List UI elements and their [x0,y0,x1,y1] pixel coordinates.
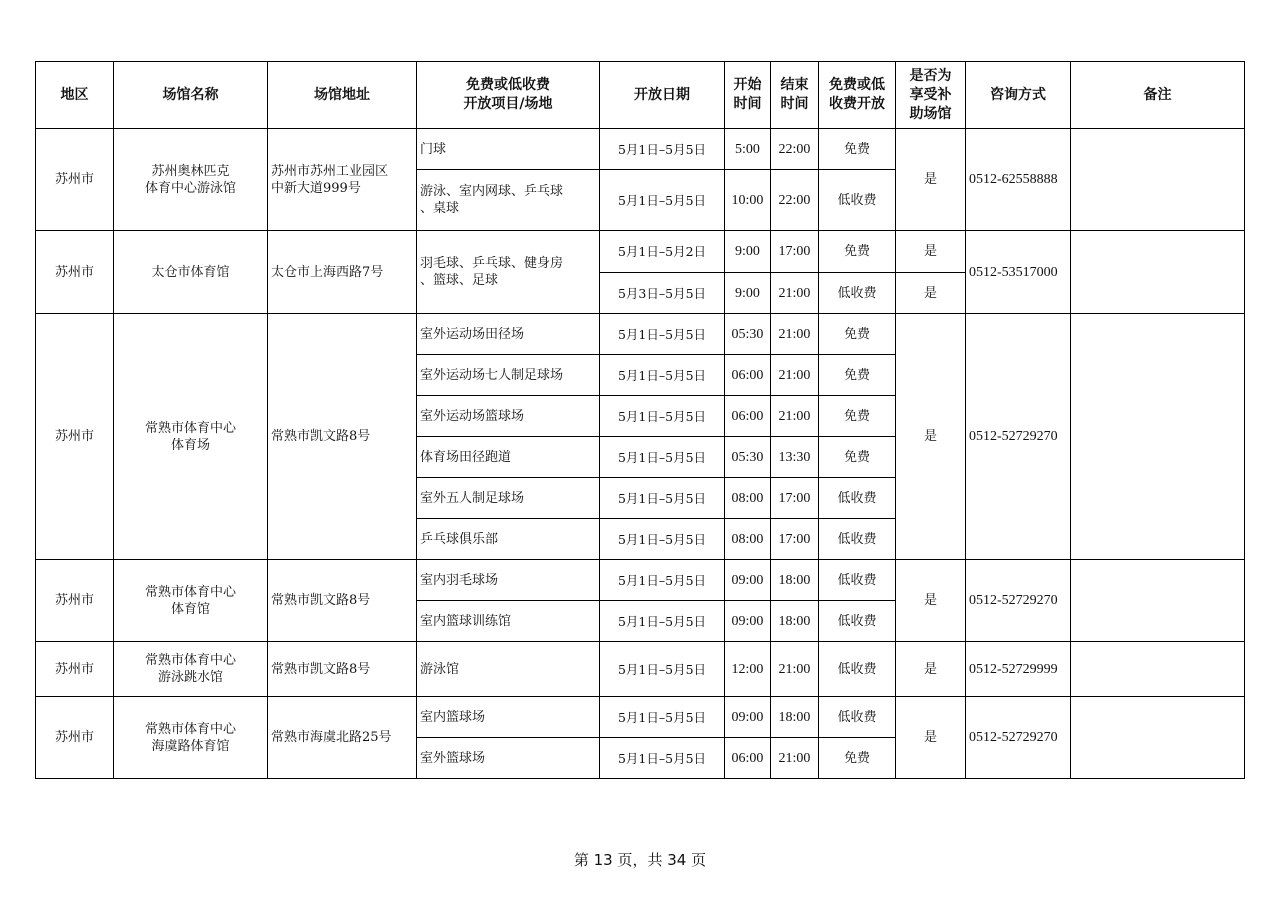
dates-cell: 5月1日–5月5日 [600,738,725,779]
end-time-cell: 22:00 [771,170,819,231]
table-header [36,62,1245,129]
item-line: 游泳馆 [420,661,460,677]
item-cell [417,437,600,478]
header-venue-name: 场馆名称 [114,62,268,129]
item-line: 室内篮球训练馆 [420,613,512,629]
header-line: 免费或低 [829,77,885,93]
item-cell [417,478,600,519]
header-line: 开放项目/场地 [463,96,553,112]
fee-type-cell: 低收费 [819,697,896,738]
item-cell [417,738,600,779]
fee-type-cell: 免费 [819,129,896,170]
venue-name-line: 苏州奥林匹克 [151,163,230,179]
subsidized-cell: 是 [896,231,966,273]
dates-cell: 5月1日–5月2日 [600,231,725,273]
dates-cell: 5月1日–5月5日 [600,314,725,355]
fee-type-cell: 低收费 [819,478,896,519]
item-cell [417,560,600,601]
dates-cell: 5月1日–5月5日 [600,560,725,601]
remarks-cell [1071,642,1245,697]
start-time-cell: 06:00 [725,738,771,779]
subsidized-cell: 是 [896,697,966,779]
address-line: 常熟市海虞北路25号 [271,730,392,745]
venue-name-line: 体育馆 [170,601,210,617]
subsidized-cell: 是 [896,273,966,314]
table-row [36,560,1245,601]
venue-name-line: 游泳跳水馆 [157,670,223,685]
dates-cell: 5月1日–5月5日 [600,170,725,231]
item-line: 室外五人制足球场 [420,490,525,506]
start-time-cell: 9:00 [725,231,771,273]
dates-cell: 5月1日–5月5日 [600,437,725,478]
region-cell: 苏州市 [36,642,114,697]
item-line: 、桌球 [420,201,460,216]
end-time-cell: 21:00 [771,314,819,355]
header-line: 时间 [733,96,762,112]
region-cell: 苏州市 [36,560,114,642]
remarks-cell [1071,129,1245,231]
address-line: 中新大道999号 [271,180,361,196]
contact-cell: 0512-52729270 [966,314,1071,560]
venue-name-line: 常熟市体育中心 [144,721,236,737]
subsidized-cell: 是 [896,314,966,560]
table-row [36,231,1245,273]
item-cell [417,170,600,231]
dates-cell: 5月3日–5月5日 [600,273,725,314]
venue-name-line: 体育中心游泳馆 [144,180,236,196]
end-time-cell: 18:00 [771,601,819,642]
header-open-items [417,62,600,129]
header-line: 收费开放 [829,96,885,112]
page-footer: 第 13 页，共 34 页 [573,851,707,869]
region-cell: 苏州市 [36,129,114,231]
remarks-cell [1071,314,1245,560]
end-time-cell: 17:00 [771,478,819,519]
item-cell [417,231,600,314]
end-time-cell: 18:00 [771,560,819,601]
end-time-cell: 22:00 [771,129,819,170]
remarks-cell [1071,697,1245,779]
header-line: 是否为 [909,67,952,84]
venue-name-cell [114,129,268,231]
fee-type-cell: 免费 [819,396,896,437]
address-line: 常熟市凯文路8号 [271,593,371,608]
venue-address-cell [268,231,417,314]
item-line: 室外运动场七人制足球场 [420,367,564,383]
venue-name-cell [114,231,268,314]
item-line: 室外篮球场 [420,750,486,766]
end-time-cell: 17:00 [771,231,819,273]
start-time-cell: 05:30 [725,437,771,478]
start-time-cell: 08:00 [725,519,771,560]
venue-table [35,61,1245,779]
item-line: 室内篮球场 [420,709,486,725]
fee-type-cell: 低收费 [819,170,896,231]
dates-cell: 5月1日–5月5日 [600,697,725,738]
subsidized-cell: 是 [896,560,966,642]
start-time-cell: 10:00 [725,170,771,231]
end-time-cell: 21:00 [771,273,819,314]
item-line: 乒乓球俱乐部 [420,531,499,547]
header-end-time [771,62,819,129]
start-time-cell: 05:30 [725,314,771,355]
end-time-cell: 21:00 [771,396,819,437]
header-line: 免费或低收费 [466,77,550,93]
start-time-cell: 06:00 [725,355,771,396]
dates-cell: 5月1日–5月5日 [600,642,725,697]
region-cell: 苏州市 [36,697,114,779]
item-line: 室外运动场田径场 [420,326,525,342]
address-line: 苏州市苏州工业园区 [271,163,389,179]
address-line: 常熟市凯文路8号 [271,429,371,444]
fee-type-cell: 免费 [819,231,896,273]
venue-name-line: 常熟市体育中心 [144,420,236,436]
header-venue-address: 场馆地址 [268,62,417,129]
start-time-cell: 09:00 [725,560,771,601]
contact-cell: 0512-53517000 [966,231,1071,314]
end-time-cell: 17:00 [771,519,819,560]
header-line: 享受补 [909,86,952,103]
header-subsidized [896,62,966,129]
fee-type-cell: 免费 [819,738,896,779]
address-line: 太仓市上海西路7号 [271,264,384,280]
start-time-cell: 09:00 [725,697,771,738]
end-time-cell: 21:00 [771,738,819,779]
table-row [36,642,1245,697]
region-cell: 苏州市 [36,231,114,314]
dates-cell: 5月1日–5月5日 [600,478,725,519]
venue-address-cell [268,314,417,560]
venue-name-cell [114,697,268,779]
dates-cell: 5月1日–5月5日 [600,129,725,170]
header-open-dates: 开放日期 [600,62,725,129]
region-cell: 苏州市 [36,314,114,560]
venue-name-line: 常熟市体育中心 [144,653,236,668]
dates-cell: 5月1日–5月5日 [600,601,725,642]
item-cell [417,519,600,560]
remarks-cell [1071,560,1245,642]
header-line: 开始 [733,77,762,93]
subsidized-cell: 是 [896,129,966,231]
item-line: 游泳、室内网球、乒乓球 [420,184,564,199]
venue-address-cell [268,129,417,231]
fee-type-cell: 低收费 [819,560,896,601]
item-cell [417,396,600,437]
contact-cell: 0512-52729270 [966,560,1071,642]
item-cell [417,314,600,355]
table-row [36,129,1245,170]
fee-type-cell: 免费 [819,437,896,478]
header-contact: 咨询方式 [966,62,1071,129]
header-line: 助场馆 [909,105,952,122]
venue-name-cell [114,642,268,697]
start-time-cell: 08:00 [725,478,771,519]
header-row [36,62,1245,129]
venue-name-cell [114,560,268,642]
header-fee-type [819,62,896,129]
fee-type-cell: 低收费 [819,273,896,314]
item-line: 门球 [420,141,447,157]
contact-cell: 0512-62558888 [966,129,1071,231]
header-region: 地区 [36,62,114,129]
address-line: 常熟市凯文路8号 [271,661,371,677]
start-time-cell: 12:00 [725,642,771,697]
remarks-cell [1071,231,1245,314]
header-start-time [725,62,771,129]
fee-type-cell: 免费 [819,314,896,355]
header-remarks: 备注 [1071,62,1245,129]
fee-type-cell: 免费 [819,355,896,396]
item-line: 羽毛球、乒乓球、健身房 [420,256,564,271]
venue-address-cell [268,697,417,779]
item-line: 体育场田径跑道 [420,449,512,465]
start-time-cell: 9:00 [725,273,771,314]
dates-cell: 5月1日–5月5日 [600,355,725,396]
contact-cell: 0512-52729270 [966,697,1071,779]
start-time-cell: 06:00 [725,396,771,437]
dates-cell: 5月1日–5月5日 [600,519,725,560]
table-body [36,129,1245,779]
end-time-cell: 13:30 [771,437,819,478]
venue-name-cell [114,314,268,560]
fee-type-cell: 低收费 [819,519,896,560]
header-line: 时间 [780,96,809,112]
venue-address-cell [268,642,417,697]
dates-cell: 5月1日–5月5日 [600,396,725,437]
item-line: 、篮球、足球 [420,273,499,288]
item-cell [417,697,600,738]
start-time-cell: 09:00 [725,601,771,642]
end-time-cell: 21:00 [771,642,819,697]
venue-address-cell [268,560,417,642]
end-time-cell: 21:00 [771,355,819,396]
venue-name-line: 海虞路体育馆 [151,738,230,754]
item-line: 室外运动场篮球场 [420,408,525,424]
table-row [36,697,1245,738]
item-cell [417,601,600,642]
venue-name-line: 太仓市体育馆 [151,264,230,280]
item-cell [417,355,600,396]
fee-type-cell: 低收费 [819,601,896,642]
venue-name-line: 体育场 [170,437,210,453]
table-row [36,314,1245,355]
start-time-cell: 5:00 [725,129,771,170]
item-cell [417,642,600,697]
subsidized-cell: 是 [896,642,966,697]
header-line: 结束 [780,77,809,93]
item-cell [417,129,600,170]
item-line: 室内羽毛球场 [420,572,499,588]
venue-name-line: 常熟市体育中心 [144,584,236,600]
end-time-cell: 18:00 [771,697,819,738]
contact-cell: 0512-52729999 [966,642,1071,697]
fee-type-cell: 低收费 [819,642,896,697]
